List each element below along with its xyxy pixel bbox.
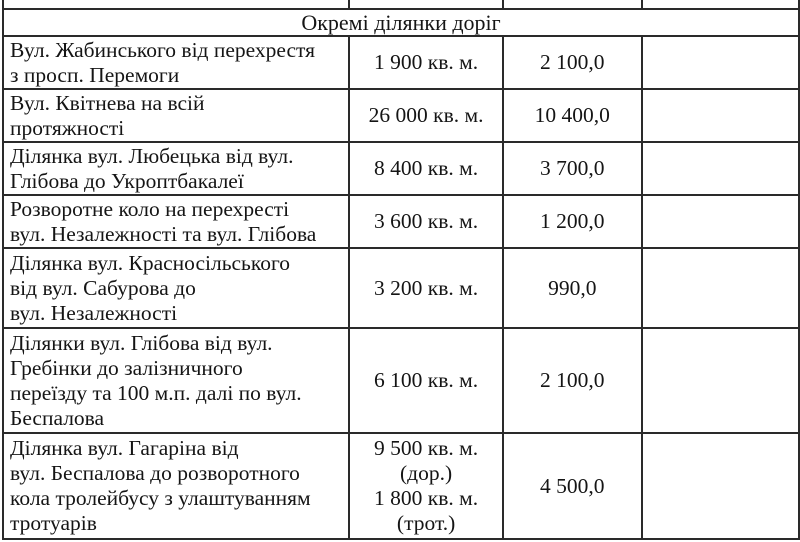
area-cell xyxy=(349,36,503,89)
empty-cell xyxy=(503,0,642,9)
name-line: переїзду та 100 м.п. далі по вул. xyxy=(10,380,302,405)
cost-cell: 1 200,0 xyxy=(503,195,642,248)
road-section-name xyxy=(3,36,349,89)
name-line: з просп. Перемоги xyxy=(10,62,180,87)
name-line: від вул. Сабурова до xyxy=(10,275,196,300)
road-section-name xyxy=(3,89,349,142)
road-section-name xyxy=(3,142,349,195)
empty-cell xyxy=(642,328,799,433)
name-line: вул. Беспалова до розворотного xyxy=(10,461,300,485)
area-line: (трот.) xyxy=(396,511,456,535)
table-row xyxy=(3,36,799,89)
name-line: Вул. Жабинського від перехрестя xyxy=(10,37,316,62)
area-cell xyxy=(349,248,503,328)
area-line: 9 500 кв. м. xyxy=(374,436,479,460)
area-line: 1 900 кв. м. xyxy=(374,50,479,74)
cost-cell: 2 100,0 xyxy=(503,328,642,433)
area-line: 8 400 кв. м. xyxy=(374,156,479,180)
empty-cell xyxy=(642,195,799,248)
name-line: Ділянки вул. Глібова від вул. xyxy=(10,330,273,355)
area-cell xyxy=(349,433,503,539)
empty-cell xyxy=(642,0,799,9)
area-line: 26 000 кв. м. xyxy=(368,103,484,127)
cost-cell: 4 500,0 xyxy=(503,433,642,539)
name-line: Глібова до Укроптбакалеї xyxy=(10,168,244,193)
empty-cell xyxy=(642,248,799,328)
table-row xyxy=(3,89,799,142)
empty-cell xyxy=(349,0,503,9)
road-section-name xyxy=(3,328,349,433)
name-line: протяжності xyxy=(10,115,125,140)
section-title: Окремі ділянки доріг xyxy=(3,9,799,36)
name-line: кола тролейбусу з улаштуванням xyxy=(10,486,311,510)
area-cell xyxy=(349,89,503,142)
cost-cell: 2 100,0 xyxy=(503,36,642,89)
table-row xyxy=(3,142,799,195)
section-header-row xyxy=(3,9,799,36)
area-line: 3 600 кв. м. xyxy=(374,209,479,233)
table-row xyxy=(3,433,799,539)
area-line: 1 800 кв. м. xyxy=(374,486,479,510)
empty-cell xyxy=(642,433,799,539)
road-section-name xyxy=(3,195,349,248)
road-section-name xyxy=(3,433,349,539)
area-cell xyxy=(349,328,503,433)
area-line: 6 100 кв. м. xyxy=(374,368,479,392)
name-line: Ділянка вул. Красносільського xyxy=(10,250,291,275)
name-line: Ділянка вул. Любецька від вул. xyxy=(10,143,294,168)
name-line: Вул. Квітнева на всій xyxy=(10,90,205,115)
table-row xyxy=(3,248,799,328)
empty-cell xyxy=(642,36,799,89)
roads-table xyxy=(2,0,800,540)
empty-cell xyxy=(3,0,349,9)
cost-cell: 10 400,0 xyxy=(503,89,642,142)
table-row xyxy=(3,195,799,248)
empty-cell xyxy=(642,89,799,142)
area-line: (дор.) xyxy=(400,461,453,485)
name-line: вул. Незалежності xyxy=(10,300,178,325)
table-row xyxy=(3,328,799,433)
name-line: Гребінки до залізничного xyxy=(10,355,243,380)
cost-cell: 3 700,0 xyxy=(503,142,642,195)
name-line: Розворотне коло на перехресті xyxy=(10,196,290,221)
area-line: 3 200 кв. м. xyxy=(374,275,479,300)
name-line: Ділянка вул. Гагаріна від xyxy=(10,436,239,460)
cost-cell: 990,0 xyxy=(503,248,642,328)
name-line: Беспалова xyxy=(10,405,105,430)
road-section-name xyxy=(3,248,349,328)
area-cell xyxy=(349,195,503,248)
name-line: тротуарів xyxy=(10,511,97,535)
table-top-edge-row xyxy=(3,0,799,9)
empty-cell xyxy=(642,142,799,195)
area-cell xyxy=(349,142,503,195)
name-line: вул. Незалежності та вул. Глібова xyxy=(10,221,317,246)
